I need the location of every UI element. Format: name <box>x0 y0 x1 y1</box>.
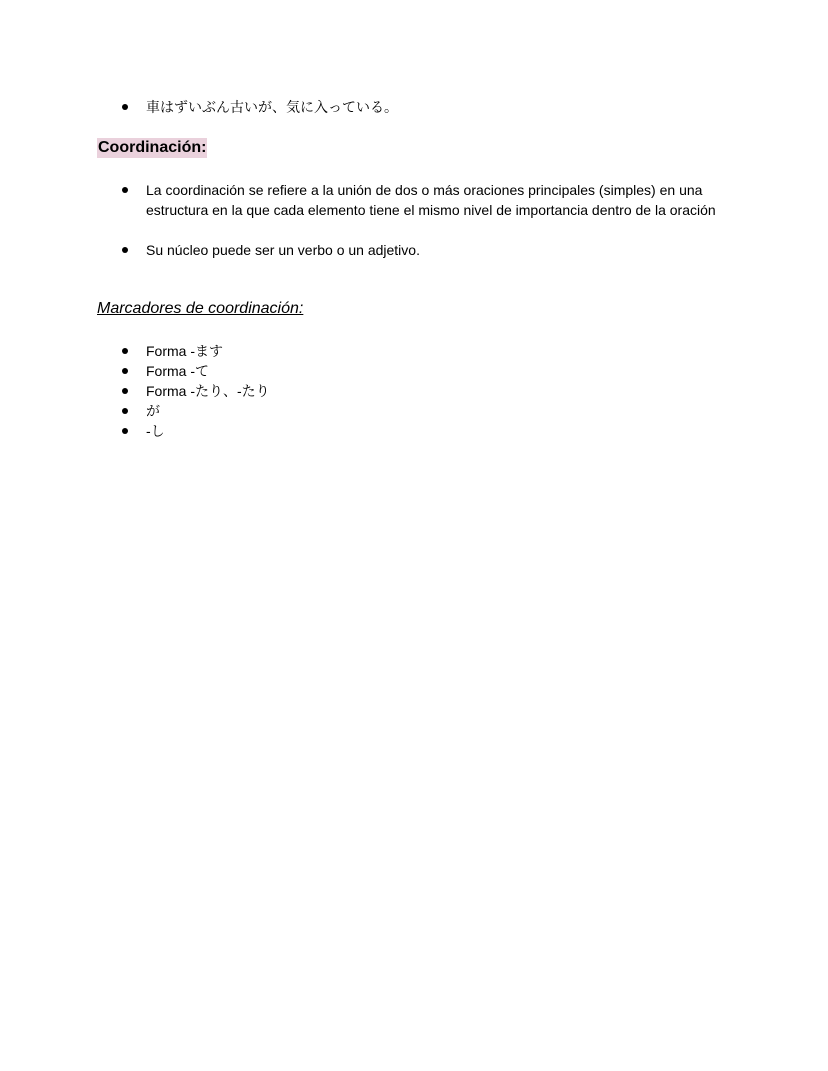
list-item-text: 車はずいぶん古いが、気に入っている。 <box>146 99 398 115</box>
list-item <box>122 401 742 421</box>
list-item <box>122 381 742 401</box>
list-item-text: Su núcleo puede ser un verbo o un adjetivo. <box>146 242 420 258</box>
list-item-text: Forma -ます <box>146 343 223 359</box>
list-item-text: Forma -たり、-たり <box>146 383 270 399</box>
bullet-icon <box>122 408 128 414</box>
list-item-text: La coordinación se refiere a la unión de dos o más oraciones principales (simples) en una estructura en la que cada elemento tiene el mismo nivel de importancia dentro de la oración <box>146 182 716 218</box>
bullet-icon <box>122 187 128 193</box>
coordination-heading: Coordinación: <box>98 139 207 156</box>
list-item-text: -し <box>146 423 165 439</box>
example-sentence-list <box>122 97 742 117</box>
list-item-text: Forma -て <box>146 363 209 379</box>
list-item-text: が <box>146 403 160 419</box>
bullet-icon <box>122 348 128 354</box>
markers-heading: Marcadores de coordinación: <box>97 300 304 317</box>
list-item <box>122 341 742 361</box>
bullet-icon <box>122 247 128 253</box>
markers-list <box>122 341 742 441</box>
bullet-icon <box>122 428 128 434</box>
bullet-icon <box>122 368 128 374</box>
list-item <box>122 361 742 381</box>
list-item <box>122 240 742 260</box>
bullet-icon <box>122 104 128 110</box>
list-item <box>122 97 742 117</box>
bullet-icon <box>122 388 128 394</box>
list-item <box>122 180 742 220</box>
list-item <box>122 421 742 441</box>
coordination-list <box>122 180 742 260</box>
